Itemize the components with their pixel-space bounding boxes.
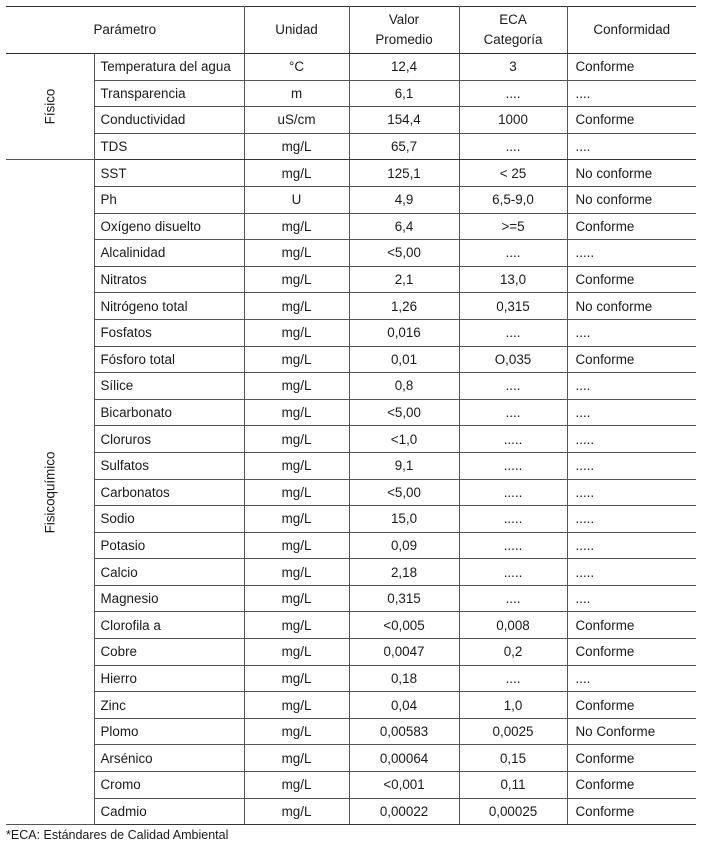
header-valor-line1: Valor bbox=[388, 12, 420, 27]
table-row bbox=[6, 186, 696, 213]
table-row bbox=[6, 54, 696, 81]
cell-valor-promedio: <0,005 bbox=[349, 612, 459, 639]
table-row bbox=[6, 107, 696, 134]
cell-eca: .... bbox=[459, 399, 567, 426]
group-label: Físico bbox=[42, 88, 58, 125]
cell-parametro: Cadmio bbox=[94, 798, 244, 825]
cell-parametro: Zinc bbox=[94, 692, 244, 719]
cell-unidad: m bbox=[244, 80, 349, 107]
cell-unidad: mg/L bbox=[244, 718, 349, 745]
cell-parametro: Sílice bbox=[94, 373, 244, 400]
cell-valor-promedio: 154,4 bbox=[349, 107, 459, 134]
cell-valor-promedio: 6,4 bbox=[349, 213, 459, 240]
cell-valor-promedio: 0,04 bbox=[349, 692, 459, 719]
cell-eca: 3 bbox=[459, 54, 567, 81]
cell-valor-promedio: 4,9 bbox=[349, 186, 459, 213]
cell-parametro: Magnesio bbox=[94, 585, 244, 612]
cell-parametro: TDS bbox=[94, 133, 244, 160]
table-row bbox=[6, 80, 696, 107]
cell-parametro: Arsénico bbox=[94, 745, 244, 772]
cell-eca: .... bbox=[459, 80, 567, 107]
cell-conformidad: ..... bbox=[567, 240, 696, 267]
header-conformidad: Conformidad bbox=[567, 7, 696, 54]
cell-conformidad: .... bbox=[567, 133, 696, 160]
cell-unidad: mg/L bbox=[244, 532, 349, 559]
cell-conformidad: ..... bbox=[567, 452, 696, 479]
cell-eca: .... bbox=[459, 665, 567, 692]
table-row bbox=[6, 798, 696, 825]
cell-unidad: °C bbox=[244, 54, 349, 81]
cell-valor-promedio: <5,00 bbox=[349, 399, 459, 426]
cell-unidad: mg/L bbox=[244, 798, 349, 825]
cell-unidad: mg/L bbox=[244, 426, 349, 453]
cell-parametro: Cobre bbox=[94, 639, 244, 666]
cell-conformidad: .... bbox=[567, 399, 696, 426]
cell-parametro: Nitrógeno total bbox=[94, 293, 244, 320]
cell-unidad: mg/L bbox=[244, 346, 349, 373]
cell-eca: ..... bbox=[459, 506, 567, 533]
cell-eca: 0,315 bbox=[459, 293, 567, 320]
cell-eca: 0,008 bbox=[459, 612, 567, 639]
cell-valor-promedio: <5,00 bbox=[349, 240, 459, 267]
cell-parametro: Cromo bbox=[94, 772, 244, 799]
cell-eca: 1,0 bbox=[459, 692, 567, 719]
cell-conformidad: Conforme bbox=[567, 772, 696, 799]
cell-eca: .... bbox=[459, 319, 567, 346]
cell-eca: >=5 bbox=[459, 213, 567, 240]
cell-valor-promedio: 2,1 bbox=[349, 266, 459, 293]
group-label: Fisicoquímico bbox=[42, 451, 58, 534]
cell-parametro: Potasio bbox=[94, 532, 244, 559]
cell-eca: 0,00025 bbox=[459, 798, 567, 825]
cell-conformidad: No conforme bbox=[567, 160, 696, 187]
cell-eca: ..... bbox=[459, 479, 567, 506]
cell-unidad: mg/L bbox=[244, 240, 349, 267]
table-row bbox=[6, 665, 696, 692]
cell-eca: O,035 bbox=[459, 346, 567, 373]
cell-valor-promedio: 0,8 bbox=[349, 373, 459, 400]
cell-conformidad: Conforme bbox=[567, 107, 696, 134]
table-row bbox=[6, 692, 696, 719]
cell-parametro: Fosfatos bbox=[94, 319, 244, 346]
cell-conformidad: .... bbox=[567, 665, 696, 692]
cell-parametro: Bicarbonato bbox=[94, 399, 244, 426]
cell-conformidad: No conforme bbox=[567, 186, 696, 213]
cell-eca: 1000 bbox=[459, 107, 567, 134]
cell-conformidad: ..... bbox=[567, 479, 696, 506]
table-row bbox=[6, 718, 696, 745]
table-row bbox=[6, 373, 696, 400]
cell-eca: ..... bbox=[459, 559, 567, 586]
table-body bbox=[6, 54, 696, 825]
cell-conformidad: No conforme bbox=[567, 293, 696, 320]
cell-unidad: mg/L bbox=[244, 639, 349, 666]
cell-parametro: Nitratos bbox=[94, 266, 244, 293]
cell-valor-promedio: 0,09 bbox=[349, 532, 459, 559]
cell-valor-promedio: 0,00064 bbox=[349, 745, 459, 772]
header-valor-line2: Promedio bbox=[375, 32, 433, 47]
cell-parametro: Alcalinidad bbox=[94, 240, 244, 267]
table-row bbox=[6, 346, 696, 373]
cell-conformidad: Conforme bbox=[567, 692, 696, 719]
cell-conformidad: Conforme bbox=[567, 266, 696, 293]
water-quality-table bbox=[6, 6, 696, 825]
cell-valor-promedio: 9,1 bbox=[349, 452, 459, 479]
cell-eca: .... bbox=[459, 585, 567, 612]
header-unidad: Unidad bbox=[244, 7, 349, 54]
cell-parametro: Carbonatos bbox=[94, 479, 244, 506]
cell-unidad: mg/L bbox=[244, 612, 349, 639]
table-row bbox=[6, 133, 696, 160]
header-eca-line2: Categoría bbox=[483, 32, 543, 47]
cell-unidad: mg/L bbox=[244, 772, 349, 799]
cell-unidad: mg/L bbox=[244, 399, 349, 426]
cell-conformidad: Conforme bbox=[567, 798, 696, 825]
cell-conformidad: ..... bbox=[567, 506, 696, 533]
group-label-cell bbox=[6, 54, 94, 160]
cell-eca: 0,0025 bbox=[459, 718, 567, 745]
cell-valor-promedio: 15,0 bbox=[349, 506, 459, 533]
cell-valor-promedio: 0,18 bbox=[349, 665, 459, 692]
table-row bbox=[6, 240, 696, 267]
header-parametro: Parámetro bbox=[6, 7, 244, 54]
cell-unidad: mg/L bbox=[244, 452, 349, 479]
cell-eca: .... bbox=[459, 133, 567, 160]
cell-eca: 0,2 bbox=[459, 639, 567, 666]
cell-unidad: mg/L bbox=[244, 133, 349, 160]
cell-valor-promedio: 6,1 bbox=[349, 80, 459, 107]
cell-conformidad: No Conforme bbox=[567, 718, 696, 745]
table-row bbox=[6, 160, 696, 187]
cell-unidad: mg/L bbox=[244, 293, 349, 320]
cell-unidad: U bbox=[244, 186, 349, 213]
table-row bbox=[6, 585, 696, 612]
table-row bbox=[6, 426, 696, 453]
cell-valor-promedio: 0,315 bbox=[349, 585, 459, 612]
footnote: *ECA: Estándares de Calidad Ambiental bbox=[6, 828, 229, 842]
cell-unidad: mg/L bbox=[244, 665, 349, 692]
table-row bbox=[6, 612, 696, 639]
cell-parametro: Hierro bbox=[94, 665, 244, 692]
cell-parametro: Temperatura del agua bbox=[94, 54, 244, 81]
cell-eca: 0,15 bbox=[459, 745, 567, 772]
table-row bbox=[6, 452, 696, 479]
group-label-cell bbox=[6, 160, 94, 825]
cell-unidad: mg/L bbox=[244, 479, 349, 506]
cell-eca: < 25 bbox=[459, 160, 567, 187]
cell-eca: 6,5-9,0 bbox=[459, 186, 567, 213]
cell-valor-promedio: 65,7 bbox=[349, 133, 459, 160]
table-row bbox=[6, 532, 696, 559]
table-row bbox=[6, 745, 696, 772]
cell-valor-promedio: 2,18 bbox=[349, 559, 459, 586]
cell-parametro: Sulfatos bbox=[94, 452, 244, 479]
cell-parametro: Clorofila a bbox=[94, 612, 244, 639]
cell-parametro: SST bbox=[94, 160, 244, 187]
cell-eca: .... bbox=[459, 373, 567, 400]
cell-eca: ..... bbox=[459, 426, 567, 453]
cell-valor-promedio: <1,0 bbox=[349, 426, 459, 453]
cell-eca: 0,11 bbox=[459, 772, 567, 799]
header-valor-promedio bbox=[349, 7, 459, 54]
cell-valor-promedio: 12,4 bbox=[349, 54, 459, 81]
cell-valor-promedio: 125,1 bbox=[349, 160, 459, 187]
table-header bbox=[6, 7, 696, 54]
cell-valor-promedio: 0,0047 bbox=[349, 639, 459, 666]
cell-unidad: mg/L bbox=[244, 506, 349, 533]
cell-parametro: Conductividad bbox=[94, 107, 244, 134]
cell-unidad: mg/L bbox=[244, 745, 349, 772]
cell-eca: ..... bbox=[459, 532, 567, 559]
cell-valor-promedio: 0,00022 bbox=[349, 798, 459, 825]
cell-unidad: mg/L bbox=[244, 585, 349, 612]
cell-eca: 13,0 bbox=[459, 266, 567, 293]
table-row bbox=[6, 266, 696, 293]
header-eca-line1: ECA bbox=[499, 12, 527, 27]
header-eca-categoria bbox=[459, 7, 567, 54]
cell-conformidad: ..... bbox=[567, 532, 696, 559]
cell-parametro: Oxígeno disuelto bbox=[94, 213, 244, 240]
table-row bbox=[6, 772, 696, 799]
cell-conformidad: .... bbox=[567, 585, 696, 612]
cell-valor-promedio: 0,00583 bbox=[349, 718, 459, 745]
cell-conformidad: .... bbox=[567, 80, 696, 107]
cell-conformidad: Conforme bbox=[567, 346, 696, 373]
cell-eca: ..... bbox=[459, 452, 567, 479]
cell-unidad: mg/L bbox=[244, 160, 349, 187]
cell-conformidad: Conforme bbox=[567, 639, 696, 666]
table-row bbox=[6, 399, 696, 426]
cell-unidad: mg/L bbox=[244, 319, 349, 346]
cell-unidad: mg/L bbox=[244, 692, 349, 719]
table-row bbox=[6, 293, 696, 320]
cell-conformidad: ..... bbox=[567, 426, 696, 453]
cell-unidad: uS/cm bbox=[244, 107, 349, 134]
cell-conformidad: Conforme bbox=[567, 213, 696, 240]
cell-parametro: Sodio bbox=[94, 506, 244, 533]
cell-parametro: Calcio bbox=[94, 559, 244, 586]
cell-parametro: Fósforo total bbox=[94, 346, 244, 373]
cell-valor-promedio: <5,00 bbox=[349, 479, 459, 506]
table-row bbox=[6, 319, 696, 346]
table-row bbox=[6, 559, 696, 586]
cell-valor-promedio: 1,26 bbox=[349, 293, 459, 320]
cell-conformidad: Conforme bbox=[567, 745, 696, 772]
cell-unidad: mg/L bbox=[244, 559, 349, 586]
cell-valor-promedio: 0,016 bbox=[349, 319, 459, 346]
cell-valor-promedio: 0,01 bbox=[349, 346, 459, 373]
table-row bbox=[6, 479, 696, 506]
cell-conformidad: Conforme bbox=[567, 612, 696, 639]
cell-parametro: Transparencia bbox=[94, 80, 244, 107]
cell-conformidad: .... bbox=[567, 319, 696, 346]
cell-parametro: Cloruros bbox=[94, 426, 244, 453]
cell-unidad: mg/L bbox=[244, 373, 349, 400]
cell-parametro: Ph bbox=[94, 186, 244, 213]
table-row bbox=[6, 213, 696, 240]
cell-unidad: mg/L bbox=[244, 213, 349, 240]
cell-conformidad: Conforme bbox=[567, 54, 696, 81]
cell-eca: .... bbox=[459, 240, 567, 267]
cell-conformidad: .... bbox=[567, 373, 696, 400]
cell-valor-promedio: <0,001 bbox=[349, 772, 459, 799]
cell-conformidad: ..... bbox=[567, 559, 696, 586]
cell-parametro: Plomo bbox=[94, 718, 244, 745]
cell-unidad: mg/L bbox=[244, 266, 349, 293]
table-row bbox=[6, 639, 696, 666]
table-row bbox=[6, 506, 696, 533]
